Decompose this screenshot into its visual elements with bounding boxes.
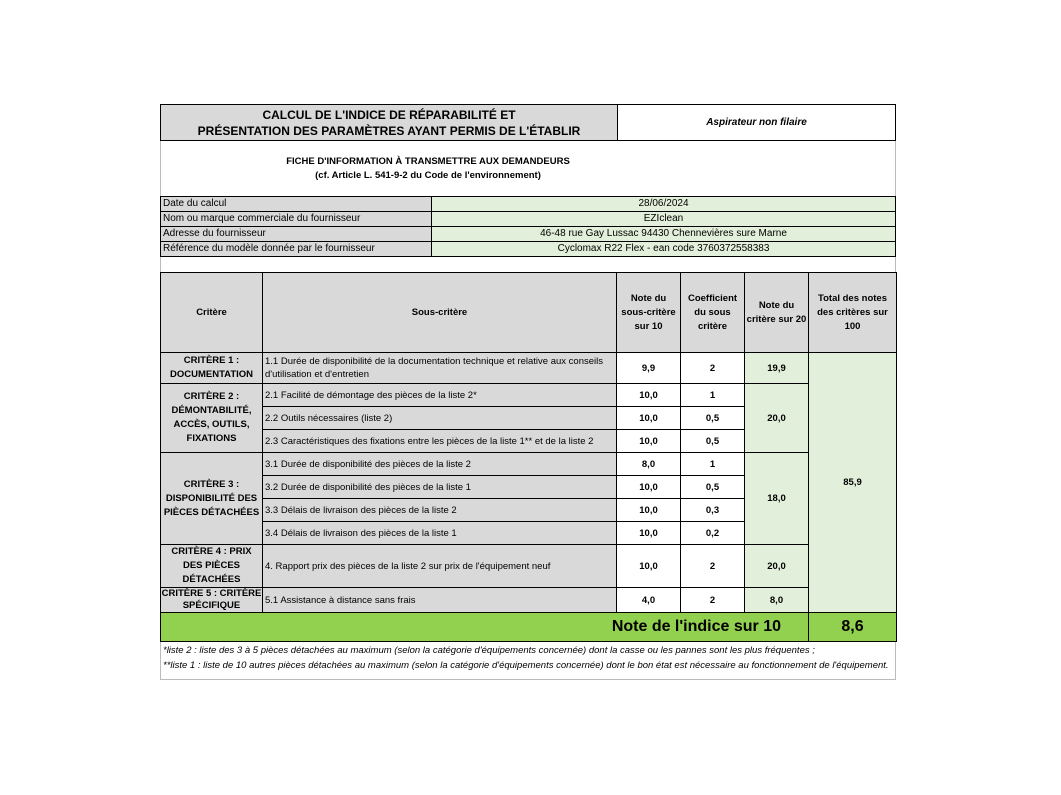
info-row-address [161,226,895,241]
table-row [161,588,897,613]
subcriterion-label: 2.2 Outils nécessaires (liste 2) [263,407,617,430]
subcriterion-label: 3.4 Délais de livraison des pièces de la liste 1 [263,522,617,545]
repairability-sheet [160,104,896,680]
subcriterion-note: 10,0 [617,545,681,588]
col-note-crit: Note du critère sur 20 [745,273,809,353]
table-row [161,545,897,588]
subcriterion-label: 3.1 Durée de disponibilité des pièces de la liste 2 [263,453,617,476]
subcriterion-label: 1.1 Durée de disponibilité de la documentation technique et relative aux conseils d'utilisation et d'entretien [263,353,617,384]
info-label: Adresse du fournisseur [161,227,432,241]
supplier-info-table [160,196,896,257]
final-score-value: 8,6 [809,613,897,642]
criterion-5-name: CRITÈRE 5 : CRITÈRE SPÉCIFIQUE [161,588,262,611]
subcriterion-coef: 1 [681,384,745,407]
criterion-4-note: 20,0 [745,545,809,588]
footnotes [160,642,896,680]
subcriterion-coef: 0,5 [681,407,745,430]
info-value: 46-48 rue Gay Lussac 94430 Chennevières sure Marne [432,227,895,241]
spacer [160,257,896,272]
footnote-liste-1: **liste 1 : liste de 10 autres pièces détachées au maximum (selon la catégorie d'équipements concernée) dont le bon état est nécessaire au fonctionnement de l'équipement. [163,659,889,671]
subcriterion-note: 10,0 [617,476,681,499]
col-coef: Coefficient du sous critère [681,273,745,353]
subcriterion-note: 9,9 [617,353,681,384]
info-label: Référence du modèle donnée par le fournisseur [161,242,432,256]
subcriterion-note: 10,0 [617,384,681,407]
total-score: 85,9 [809,353,897,613]
subcriterion-label: 2.3 Caractéristiques des fixations entre les pièces de la liste 1** et de la liste 2 [263,430,617,453]
subcriterion-coef: 2 [681,588,745,613]
subcriterion-coef: 0,2 [681,522,745,545]
col-sous-critere: Sous-critère [263,273,617,353]
criteria-table [160,272,897,642]
info-value: 28/06/2024 [432,197,895,211]
criterion-2-note: 20,0 [745,384,809,453]
subcriterion-note: 10,0 [617,522,681,545]
criterion-3-name: CRITÈRE 3 : DISPONIBILITÉ DES PIÈCES DÉTACHÉES [161,453,263,545]
fiche-line-2: (cf. Article L. 541-9-2 du Code de l'environnement) [315,169,541,181]
table-row [161,384,897,407]
info-row-brand [161,211,895,226]
col-note-sous: Note du sous-critère sur 10 [617,273,681,353]
final-score-row [161,613,897,642]
info-value: Cyclomax R22 Flex - ean code 3760372558383 [432,242,895,256]
criterion-1-note: 19,9 [745,353,809,384]
col-critere: Critère [161,273,263,353]
subcriterion-note: 8,0 [617,453,681,476]
table-row [161,353,897,384]
subcriterion-coef: 0,3 [681,499,745,522]
info-value: EZIclean [432,212,895,226]
sheet-title [161,105,618,140]
subcriterion-note: 10,0 [617,430,681,453]
subcriterion-coef: 1 [681,453,745,476]
info-row-date [161,197,895,211]
criterion-2-name: CRITÈRE 2 : DÉMONTABILITÉ, ACCÈS, OUTILS, FIXATIONS [161,384,263,453]
subcriterion-coef: 0,5 [681,430,745,453]
fiche-caption [160,141,896,196]
footnote-liste-2: *liste 2 : liste des 3 à 5 pièces détachées au maximum (selon la catégorie d'équipements concernée) dont la casse ou les pannes sont les plus fréquentes ; [163,645,815,656]
subcriterion-coef: 2 [681,353,745,384]
product-type: Aspirateur non filaire [706,117,807,128]
final-score-label: Note de l'indice sur 10 [161,613,809,642]
title-line-1: CALCUL DE L'INDICE DE RÉPARABILITÉ ET [262,107,516,122]
title-line-2: PRÉSENTATION DES PARAMÈTRES AYANT PERMIS DE L'ÉTABLIR [197,123,581,138]
subcriterion-note: 4,0 [617,588,681,613]
criterion-1-name: CRITÈRE 1 : DOCUMENTATION [161,353,263,384]
criterion-3-note: 18,0 [745,453,809,545]
subcriterion-label: 3.3 Délais de livraison des pièces de la liste 2 [263,499,617,522]
subcriterion-coef: 0,5 [681,476,745,499]
info-label: Date du calcul [161,197,432,211]
subcriterion-label: 4. Rapport prix des pièces de la liste 2 sur prix de l'équipement neuf [263,545,617,588]
subcriterion-note: 10,0 [617,499,681,522]
info-row-model [161,241,895,256]
col-total: Total des notes des critères sur 100 [809,273,897,353]
subcriterion-label: 5.1 Assistance à distance sans frais [263,588,617,613]
table-header-row [161,273,897,353]
subcriterion-coef: 2 [681,545,745,588]
info-label: Nom ou marque commerciale du fournisseur [161,212,432,226]
subcriterion-label: 2.1 Facilité de démontage des pièces de la liste 2* [263,384,617,407]
criterion-4-name: CRITÈRE 4 : PRIX DES PIÈCES DÉTACHÉES [161,545,263,588]
criterion-5-note: 8,0 [745,588,809,613]
subcriterion-label: 3.2 Durée de disponibilité des pièces de la liste 1 [263,476,617,499]
fiche-line-1: FICHE D'INFORMATION À TRANSMETTRE AUX DEMANDEURS [286,155,570,167]
sheet-header [160,104,896,141]
subcriterion-note: 10,0 [617,407,681,430]
table-row [161,453,897,476]
